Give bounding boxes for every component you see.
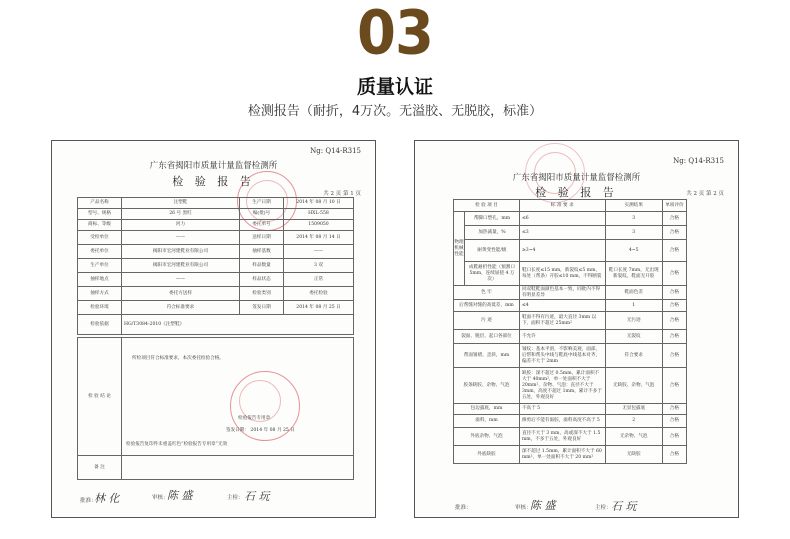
section-number: 03 — [357, 0, 433, 69]
inspect-label: 主检： — [595, 505, 612, 511]
row-label: 委托单位 — [78, 245, 122, 259]
standard-requirement: ≤3 — [519, 226, 605, 240]
item-name: 色 牢 — [454, 286, 520, 300]
standard-requirement: 缺胶：深不超过 0.5mm，累计面积不大于 40mm²，单一处面积不大于 20mm²，杂物、气泡：直径不大于 3mm，高度不超过 1mm，累计不多于五处，外观良好 — [519, 368, 605, 404]
measured-result: 2 — [605, 415, 662, 428]
table-row — [78, 287, 354, 301]
row-label: 抽样地点 — [78, 273, 122, 287]
review-label: 审核： — [515, 505, 532, 511]
table-row — [78, 245, 354, 259]
evaluation: 合格 — [662, 344, 686, 368]
evaluation: 合格 — [662, 312, 686, 330]
conclusion-table — [77, 337, 354, 480]
evaluation: 合格 — [662, 226, 686, 240]
row-value: 注塑鞋 — [122, 198, 240, 209]
standard-requirement: 鞋口长度≤15 mm，新裂纹≤5 mm，每处（帮条）开胶≤10 mm，不得断裂 — [519, 262, 605, 286]
row-value: 2014 年 08 月 14 日 — [284, 231, 354, 245]
approve-label: 批准： — [455, 505, 472, 511]
item-name: 胶条缺胶、杂物、气泡 — [454, 368, 520, 404]
approve-signature: 林 化 — [94, 492, 120, 505]
report-info-table — [77, 197, 354, 335]
stamp-note: 检验报告专用章 — [238, 416, 271, 421]
table-row — [454, 300, 687, 312]
section-subtitle: 检测报告（耐折，4万次。无溢胶、无脱胶，标准） — [247, 104, 543, 119]
row-value: 符合标准要求 — [122, 301, 240, 315]
remark-label: 备 注 — [78, 456, 122, 480]
measured-result: 鞋口长度 7mm，无出现新裂纹，鞋面无开胶 — [605, 262, 662, 286]
standard-requirement: 直径不大于 3 mm，高或深不大于 1.5 mm，不多于五处，外观良好 — [519, 428, 605, 446]
issue-date: 签发日期： 2014 年 08 月 25 日 — [226, 428, 295, 433]
evaluation: 合格 — [662, 240, 686, 262]
group-label: 物理机械性能 — [454, 212, 465, 286]
row-label: 样品状态 — [240, 273, 284, 287]
col-header-item: 检 验 项 目 — [454, 200, 520, 212]
table-row — [78, 301, 354, 315]
standard-requirement: 深不超过 1.5mm，累计面积不大于 60 mm²，单一处面积不大于 20 mm² — [519, 446, 605, 464]
evaluation: 合格 — [662, 368, 686, 404]
standard-requirement: 同双鞋鞋面颜色基本一致，同批内不得有明显差异 — [519, 286, 605, 300]
test-results-table — [453, 199, 687, 464]
table-row — [78, 273, 354, 287]
measured-result: 符合要求 — [605, 344, 662, 368]
review-signature: 陈 盛 — [167, 489, 193, 502]
measured-result: 3 — [605, 212, 662, 226]
table-row — [454, 368, 687, 404]
row-label: 受检单位 — [78, 231, 122, 245]
table-row — [454, 262, 687, 286]
row-label: 检验环境 — [78, 301, 122, 315]
conclusion-text: 所检项目符合标准要求，本次委托检验合格。 — [132, 356, 224, 361]
item-name: 污 迹 — [454, 312, 520, 330]
evaluation: 合格 — [662, 286, 686, 300]
table-row — [454, 286, 687, 300]
evaluation: 合格 — [662, 300, 686, 312]
table-row — [454, 226, 687, 240]
table-row — [78, 209, 354, 220]
row-value: 2014 年 08 月 25 日 — [284, 301, 354, 315]
table-row — [454, 344, 687, 368]
copy-notice: 检验报告复印件未重盖红色“检验报告专用章”无效 — [126, 442, 228, 447]
table-row — [454, 330, 687, 344]
table-row — [454, 212, 687, 226]
item-name: 裂面、脱层、起口各部位 — [454, 330, 520, 344]
table-row — [78, 231, 354, 245]
page-indicator: 共 2 页 第 2 页 — [686, 191, 724, 197]
row-label: 生产日期 — [240, 198, 284, 209]
table-row — [78, 315, 354, 335]
test-report-page-1 — [51, 140, 376, 518]
item-name: 包边露底，mm — [454, 404, 520, 415]
col-header-standard: 标 准 要 求 — [519, 200, 605, 212]
inspection-seal-stamp — [230, 371, 300, 441]
row-value: 揭阳市宏河建鞋业有限公司 — [122, 245, 240, 259]
standard-requirement: ≤4 — [519, 300, 605, 312]
measured-result: 无显包露底 — [605, 404, 662, 415]
row-value: 2014 年 08 月 10 日 — [284, 198, 354, 209]
measured-result: 鞋面色差 — [605, 286, 662, 300]
table-row — [78, 198, 354, 209]
item-name: 溢料，mm — [454, 415, 520, 428]
table-row — [454, 404, 687, 415]
row-value: 委托检验 — [284, 287, 354, 301]
evaluation: 合格 — [662, 262, 686, 286]
measured-result: 无缺胶 — [605, 446, 662, 464]
row-value: 河力 — [122, 220, 240, 231]
item-name: 加热减量，% — [464, 226, 519, 240]
row-label: 型号、规格 — [78, 209, 122, 220]
table-row — [454, 312, 687, 330]
item-name: 帮脚口塑孔，mm — [464, 212, 519, 226]
report-number: Ng: Q14-R315 — [673, 157, 724, 165]
standard-requirement: 修剪后不能有溢胶，溢料高度不高于 5 — [519, 415, 605, 428]
section-title: 质量认证 — [356, 76, 433, 98]
row-value: —— — [122, 273, 240, 287]
row-label: 抽样方式 — [78, 287, 122, 301]
row-label: 商标、等级 — [78, 220, 122, 231]
review-label: 审核： — [152, 495, 169, 501]
row-label: 送样日期 — [240, 231, 284, 245]
evaluation: 合格 — [662, 415, 686, 428]
evaluation: 合格 — [662, 330, 686, 344]
standard-requirement: 不高于 5 — [519, 404, 605, 415]
measured-result: 3 — [605, 226, 662, 240]
evaluation: 合格 — [662, 212, 686, 226]
row-label: 样品数量 — [240, 259, 284, 273]
inspect-signature: 石 玩 — [611, 500, 637, 513]
table-row — [454, 446, 687, 464]
row-value: 正常 — [284, 273, 354, 287]
item-name: 帮面皱褶、歪斜，mm — [454, 344, 520, 368]
standard-requirement: 皱纹：基本平滑，不影响美观，面部，后帮和帮头中线与鞋底中线基本对齐，偏差不大于 2mm — [519, 344, 605, 368]
row-value: 26 号 黑红 — [122, 209, 240, 220]
row-label: 产品名称 — [78, 198, 122, 209]
row-value: 揭阳市宏河建鞋业有限公司 — [122, 259, 240, 273]
measured-result: 无裂纹 — [605, 330, 662, 344]
item-name: 外底缺胶 — [454, 446, 520, 464]
row-label: 抽样基数 — [240, 245, 284, 259]
row-label: 编(批)号 — [240, 209, 284, 220]
measured-result: 无杂物、气泡 — [605, 428, 662, 446]
row-value: 委托方送样 — [122, 287, 240, 301]
row-value: —— — [122, 231, 240, 245]
row-value: HXL-558 — [284, 209, 354, 220]
table-row — [454, 240, 687, 262]
inspect-label: 主检： — [227, 495, 244, 501]
row-label: 生产单位 — [78, 259, 122, 273]
item-name: 耐黄变性能/级 — [464, 240, 519, 262]
report-title: 检 验 报 告 — [172, 175, 255, 188]
row-label: 委托单号 — [240, 220, 284, 231]
item-name: 外底杂物、气泡 — [454, 428, 520, 446]
row-value: HG/T3084-2010《注塑鞋》 — [122, 315, 354, 335]
item-name: 后帮缝对缝的高低差，mm — [454, 300, 520, 312]
inspect-signature: 石 玩 — [244, 490, 270, 503]
table-row — [454, 415, 687, 428]
row-value: 3 双 — [284, 259, 354, 273]
row-value: —— — [284, 245, 354, 259]
table-row — [454, 428, 687, 446]
measured-result: 1 — [605, 300, 662, 312]
table-row — [78, 220, 354, 231]
review-signature: 陈 盛 — [530, 499, 556, 512]
col-header-result: 实测结果 — [605, 200, 662, 212]
report-number: Ng: Q14-R315 — [310, 147, 361, 155]
evaluation: 合格 — [662, 404, 686, 415]
evaluation: 合格 — [662, 428, 686, 446]
report-title: 检 验 报 告 — [535, 186, 618, 199]
row-label: 检验依据 — [78, 315, 122, 335]
standard-requirement: 不允许 — [519, 330, 605, 344]
evaluation: 合格 — [662, 446, 686, 464]
measured-result: 4~5 — [605, 240, 662, 262]
conclusion-label: 检 验 结 论 — [78, 338, 122, 456]
row-value: 1509050 — [284, 220, 354, 231]
page-indicator: 共 2 页 第 1 页 — [323, 191, 361, 197]
row-label: 签发日期 — [240, 301, 284, 315]
table-row — [78, 259, 354, 273]
col-header-evaluation: 单项评价 — [662, 200, 686, 212]
row-label: 检验类别 — [240, 287, 284, 301]
standard-requirement: 鞋面不得有污迹，最大直径 3mm 以下，面积不超过 25mm² — [519, 312, 605, 330]
standard-requirement: ≤6 — [519, 212, 605, 226]
item-name: 成鞋耐折性能（預割口 5mm，连续屈挠 4 万次） — [464, 262, 519, 286]
institute-name: 广东省揭阳市质量计量监督检测所 — [512, 173, 641, 183]
test-report-page-2 — [414, 140, 739, 518]
measured-result: 无污迹 — [605, 312, 662, 330]
standard-requirement: ≥3~4 — [519, 240, 605, 262]
approve-label: 批准： — [80, 498, 97, 504]
measured-result: 无缺胶、杂物、气泡 — [605, 368, 662, 404]
institute-name: 广东省揭阳市质量计量监督检测所 — [149, 161, 278, 171]
